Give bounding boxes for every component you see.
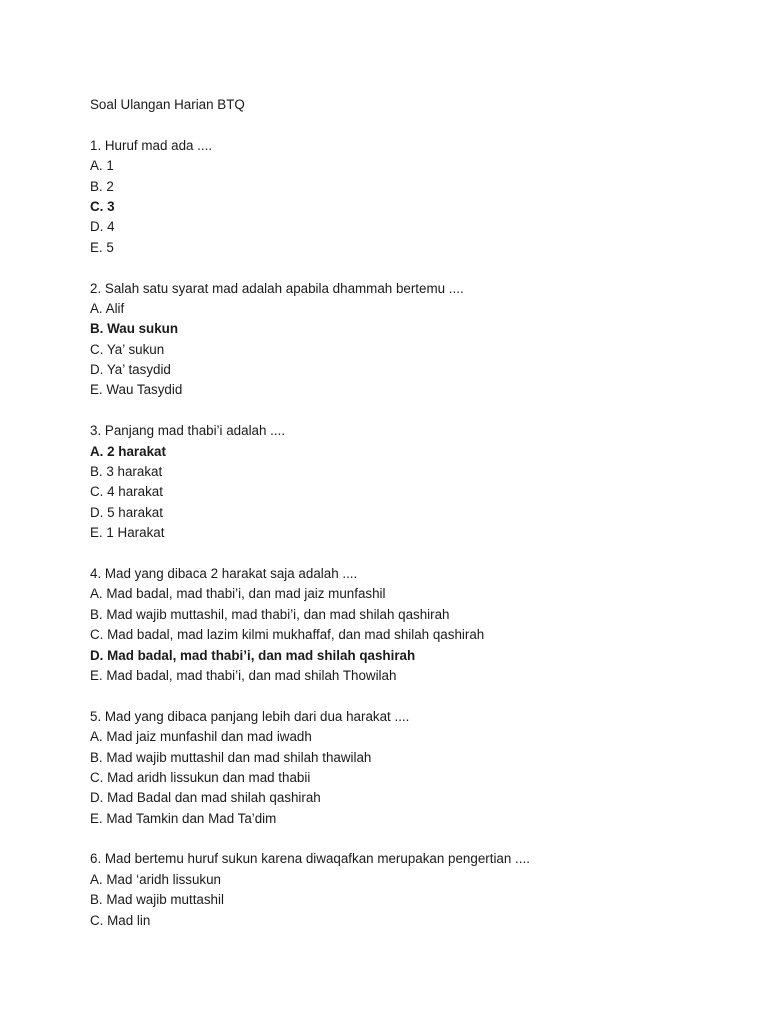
answer-option: B. 2 — [90, 178, 114, 194]
question-block — [90, 849, 730, 931]
answer-option: B. Mad wajib muttashil dan mad shilah thawilah — [90, 749, 372, 765]
answer-option: E. 1 Harakat — [90, 525, 165, 541]
question-block — [90, 279, 730, 422]
answer-option: D. Mad Badal dan mad shilah qashirah — [90, 790, 321, 806]
answer-option: E. 5 — [90, 239, 114, 255]
question-list — [90, 136, 730, 931]
question-text: 2. Salah satu syarat mad adalah apabila dhammah bertemu .... — [90, 280, 464, 296]
answer-option: E. Mad badal, mad thabi’i, dan mad shilah Thowilah — [90, 667, 397, 683]
answer-option-correct: A. 2 harakat — [90, 443, 166, 459]
answer-option: B. 3 harakat — [90, 464, 163, 480]
question-text: 1. Huruf mad ada .... — [90, 137, 213, 153]
question-spacer — [90, 686, 730, 706]
question-spacer — [90, 401, 730, 421]
answer-option: D. 5 harakat — [90, 504, 163, 520]
question-block — [90, 707, 730, 850]
answer-option: C. Mad aridh lissukun dan mad thabii — [90, 769, 311, 785]
answer-option: D. Ya’ tasydid — [90, 362, 171, 378]
question-text: 4. Mad yang dibaca 2 harakat saja adalah .... — [90, 565, 358, 581]
answer-option: C. Mad lin — [90, 912, 151, 928]
answer-option: C. Mad badal, mad lazim kilmi mukhaffaf, dan mad shilah qashirah — [90, 627, 485, 643]
question-block — [90, 421, 730, 564]
question-text: 5. Mad yang dibaca panjang lebih dari dua harakat .... — [90, 708, 410, 724]
answer-option: D. 4 — [90, 219, 115, 235]
answer-option: A. Mad badal, mad thabi’i, dan mad jaiz munfashil — [90, 586, 386, 602]
question-spacer — [90, 544, 730, 564]
answer-option: A. Mad ‘aridh lissukun — [90, 871, 221, 887]
question-text: 6. Mad bertemu huruf sukun karena diwaqafkan merupakan pengertian .... — [90, 851, 530, 867]
question-text: 3. Panjang mad thabi’i adalah .... — [90, 423, 286, 439]
answer-option: B. Mad wajib muttashil — [90, 892, 224, 908]
answer-option: E. Wau Tasydid — [90, 382, 183, 398]
answer-option: E. Mad Tamkin dan Mad Ta’dim — [90, 810, 277, 826]
question-block — [90, 136, 730, 279]
question-spacer — [90, 258, 730, 278]
answer-option-correct: C. 3 — [90, 198, 115, 214]
answer-option-correct: D. Mad badal, mad thabi’i, dan mad shilah qashirah — [90, 647, 416, 663]
answer-option: C. 4 harakat — [90, 484, 163, 500]
answer-option: B. Mad wajib muttashil, mad thabi’i, dan mad shilah qashirah — [90, 606, 450, 622]
document-title: Soal Ulangan Harian BTQ — [90, 97, 245, 112]
question-block — [90, 564, 730, 707]
document-page — [90, 95, 730, 931]
question-spacer — [90, 829, 730, 849]
answer-option: C. Ya’ sukun — [90, 341, 165, 357]
answer-option: A. Alif — [90, 300, 125, 316]
answer-option: A. 1 — [90, 158, 114, 174]
answer-option: A. Mad jaiz munfashil dan mad iwadh — [90, 729, 312, 745]
answer-option-correct: B. Wau sukun — [90, 321, 179, 337]
